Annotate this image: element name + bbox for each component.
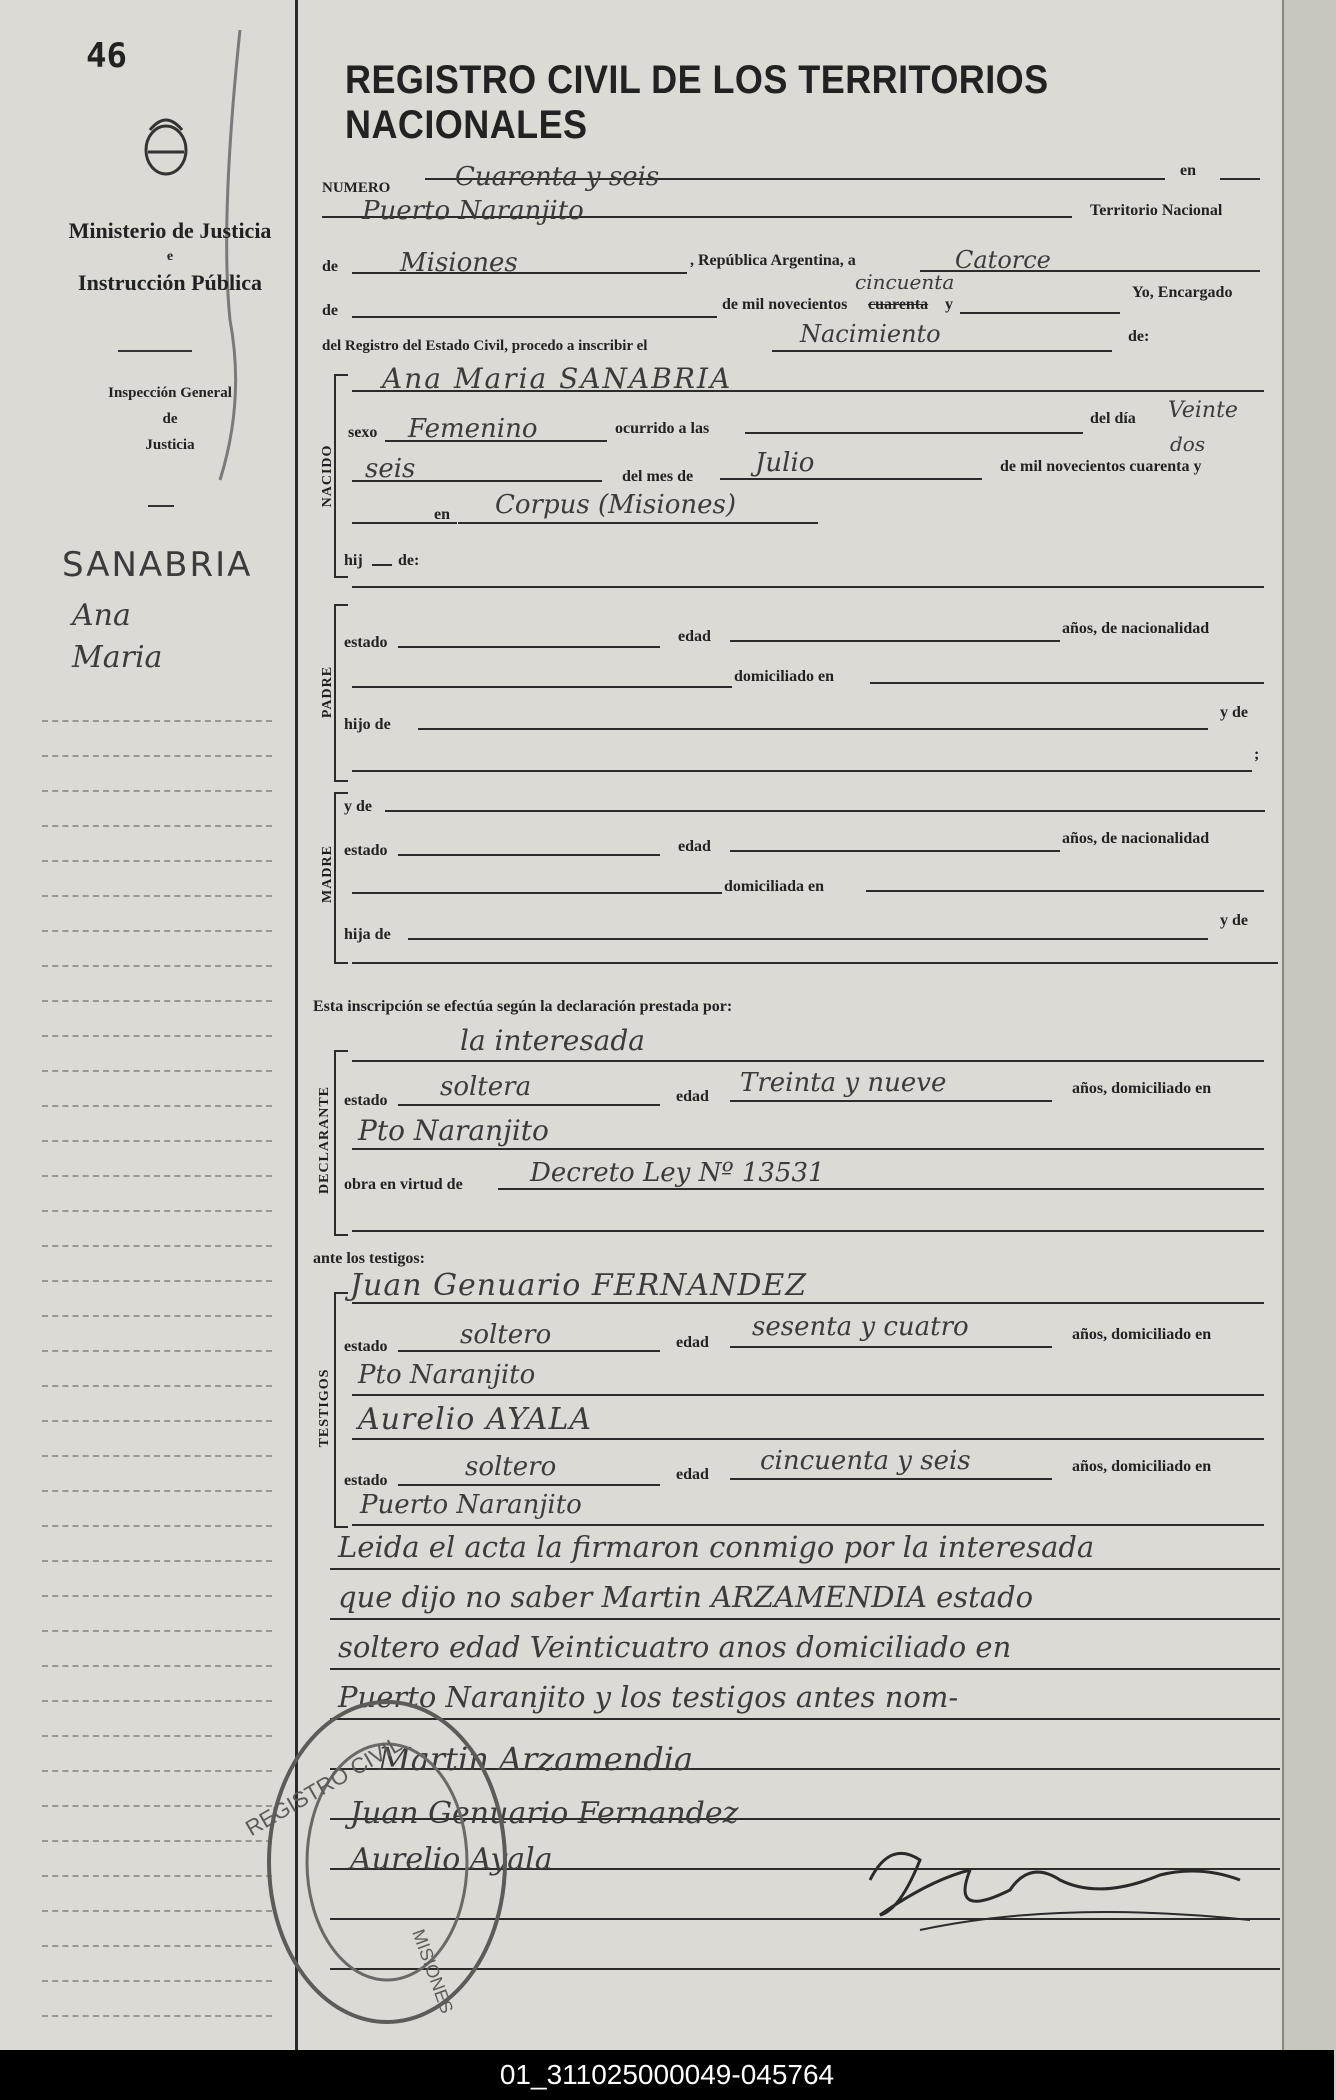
label-de-mil-novecientos-cuarenta: de mil novecientos cuarenta y [1000,458,1202,475]
label-de-colon: de: [1128,328,1150,345]
label-del-dia: del día [1090,410,1136,427]
value-numero: Cuarenta y seis [455,162,660,192]
observation-line-3: soltero edad Veinticuatro anos domiciliado en [338,1630,1012,1664]
label-sexo: sexo [348,424,378,441]
value-acto: Nacimiento [800,320,941,348]
label-del-registro: del Registro del Estado Civil, procedo a inscribir el [322,338,648,354]
page-edge [1282,0,1336,2050]
image-caption: 01_311025000049-045764 [0,2050,1334,2100]
coat-of-arms-icon [140,110,192,180]
inspection-line-2: de [162,411,178,427]
label-hij: hij [344,552,363,569]
value-dia-2: seis [365,454,416,484]
left-margin [0,0,298,2050]
value-obra: Decreto Ley Nº 13531 [530,1158,825,1188]
label-ocurrido: ocurrido a las [615,420,710,437]
value-decl-domicilio: Pto Naranjito [358,1114,549,1147]
value-t2-edad: cincuenta y seis [760,1446,971,1476]
value-testigo-1: Juan Genuario FERNANDEZ [350,1268,808,1303]
section-padre: PADRE [320,665,335,719]
label-madre-y-de-end: y de [1220,912,1248,929]
label-padre-estado: estado [344,634,388,651]
margin-surname: SANABRIA [62,545,253,585]
section-nacido: NACIDO [320,444,335,508]
value-testigo-2: Aurelio AYALA [358,1402,593,1437]
ministry-line-3: Instrucción Pública [78,270,262,295]
label-de-mil-novecientos: de mil novecientos [722,296,848,313]
signature-1: Martin Arzamendia [378,1740,694,1778]
label-cuarenta-struck: cuarenta [868,296,929,313]
label-madre-domiciliada: domiciliada en [724,878,825,895]
label-testigos: ante los testigos: [313,1250,425,1267]
margin-given-name-1: Ana [72,598,131,633]
value-declarante: la interesada [460,1024,645,1057]
label-numero: NUMERO [322,180,391,196]
label-decl-estado: estado [344,1092,388,1109]
label-de-1: de [322,258,338,275]
label-en-lugar: en [434,506,450,523]
value-decl-edad: Treinta y nueve [740,1068,947,1098]
label-madre-hija-de: hija de [344,926,391,943]
value-anio: dos [1170,432,1206,456]
value-t1-estado: soltero [460,1320,552,1350]
observation-line-1: Leida el acta la firmaron conmigo por la interesada [338,1530,1095,1564]
value-dia-inscripcion: Catorce [955,246,1051,274]
form-title: REGISTRO CIVIL DE LOS TERRITORIOS NACIONALES [345,58,1049,147]
value-decl-estado: soltera [440,1072,532,1102]
label-padre-domiciliado: domiciliado en [734,668,835,685]
ministry-line-2: e [166,249,174,264]
label-y-1: y [945,296,953,313]
label-madre-y-de: y de [344,798,372,815]
value-lugar-nacimiento: Corpus (Misiones) [495,490,736,520]
label-decl-anos-domiciliado: años, domiciliado en [1072,1080,1212,1097]
svg-text:MISIONES: MISIONES [408,1926,458,2017]
label-padre-semicolon: ; [1254,746,1260,763]
value-t2-domicilio: Puerto Naranjito [360,1490,582,1520]
label-republica: , República Argentina, a [690,252,856,269]
value-nombre: Ana Maria SANABRIA [382,362,733,395]
label-padre-y-de: y de [1220,704,1248,721]
label-madre-edad: edad [678,838,711,855]
label-t1-estado: estado [344,1338,388,1355]
label-madre-anos: años, de nacionalidad [1062,830,1210,847]
label-yo-encargado: Yo, Encargado [1132,284,1233,301]
label-hij-de: de: [398,552,420,569]
page-number: 46 [86,36,127,76]
section-madre: MADRE [320,845,335,903]
label-inscripcion: Esta inscripción se efectúa según la declaración prestada por: [313,998,733,1015]
registry-stamp-icon [241,1692,512,2032]
label-t2-edad: edad [676,1466,709,1483]
value-t1-domicilio: Pto Naranjito [358,1360,536,1390]
official-signature-icon [860,1820,1260,1950]
ministry-line-1: Ministerio de Justicia [68,218,272,243]
label-t2-anos-domiciliado: años, domiciliado en [1072,1458,1212,1475]
value-mes: Julio [755,448,815,478]
value-lugar: Puerto Naranjito [362,196,584,226]
label-en: en [1180,162,1196,179]
section-testigos: TESTIGOS [317,1368,332,1448]
label-t2-estado: estado [344,1472,388,1489]
value-t2-estado: soltero [465,1452,557,1482]
signature-2: Juan Genuario Fernandez [350,1796,739,1831]
label-t1-anos-domiciliado: años, domiciliado en [1072,1326,1212,1343]
margin-given-name-2: Maria [72,640,163,675]
observation-line-4: Puerto Naranjito y los testigos antes nom- [338,1680,959,1714]
label-decl-edad: edad [676,1088,709,1105]
label-t1-edad: edad [676,1334,709,1351]
value-sexo: Femenino [408,414,538,444]
section-declarante: DECLARANTE [317,1085,332,1194]
inspection-line-1: Inspección General [108,385,232,401]
label-madre-estado: estado [344,842,388,859]
label-padre-edad: edad [678,628,711,645]
label-del-mes: del mes de [622,468,694,485]
label-padre-anos: años, de nacionalidad [1062,620,1210,637]
svg-text:REGISTRO CIVIL: REGISTRO CIVIL [241,1731,407,1841]
value-territorio: Misiones [400,248,518,278]
observation-line-2: que dijo no saber Martin ARZAMENDIA estado [338,1580,1034,1614]
label-territorio: Territorio Nacional [1090,202,1223,219]
value-anio-inscripcion: cincuenta [855,270,955,294]
label-de-2: de [322,302,338,319]
label-obra: obra en virtud de [344,1176,463,1193]
signature-3: Aurelio Ayala [350,1842,553,1877]
value-dia: Veinte [1168,398,1238,423]
value-t1-edad: sesenta y cuatro [752,1312,969,1342]
label-padre-hijo-de: hijo de [344,716,391,733]
inspection-line-3: Justicia [145,437,195,453]
